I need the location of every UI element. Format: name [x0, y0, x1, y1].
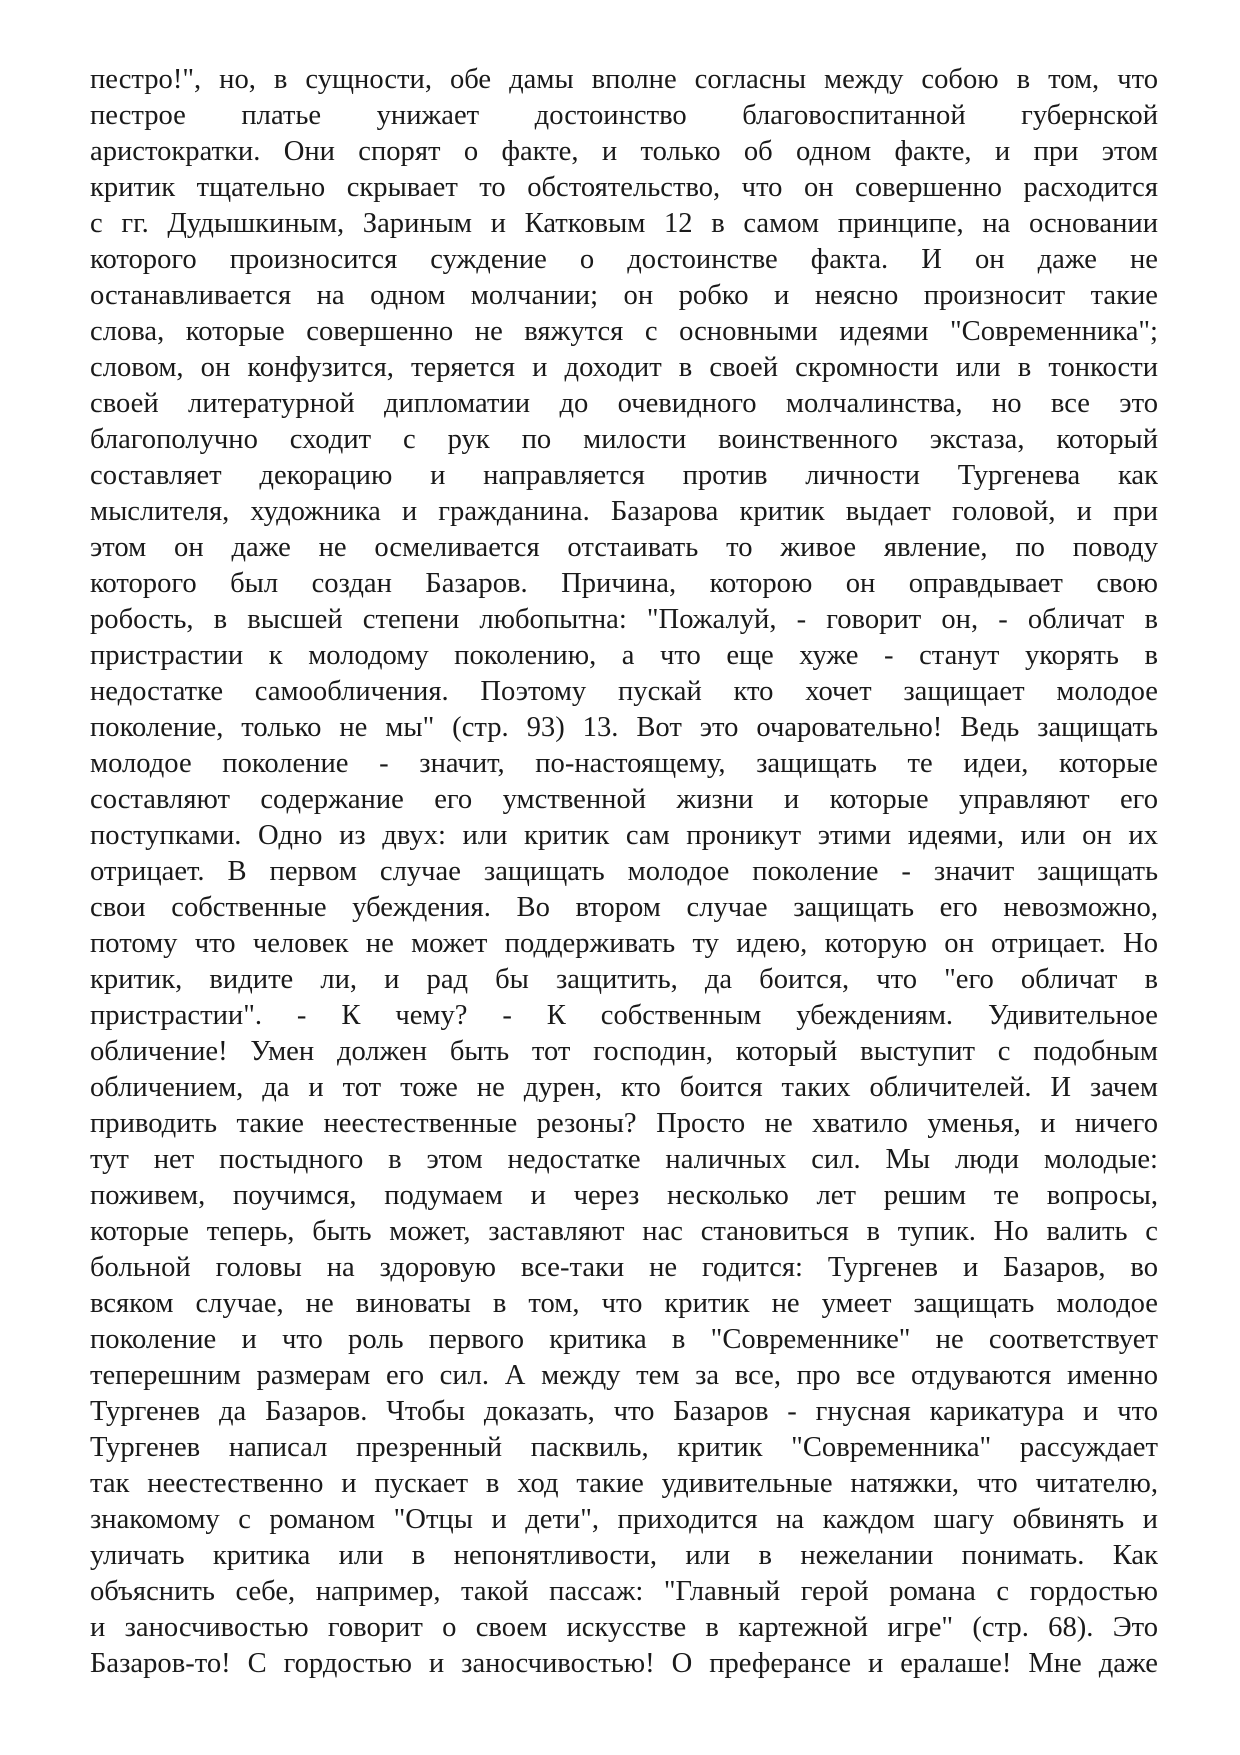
text-line: обличение! Умен должен быть тот господин, который выступит с подобным — [90, 1036, 1158, 1067]
text-line: составляют содержание его умственной жизни и которые управляют его — [90, 784, 1158, 815]
text-line: поколение и что роль первого критика в "Современнике" не соответствует — [90, 1324, 1158, 1355]
text-line: благополучно сходит с рук по милости воинственного экстаза, который — [90, 424, 1158, 455]
text-line: и заносчивостью говорит о своем искусстве в картежной игре" (стр. 68). Это — [90, 1612, 1158, 1643]
text-line: этом он даже не осмеливается отстаивать то живое явление, по поводу — [90, 532, 1158, 563]
text-line: поживем, поучимся, подумаем и через несколько лет решим те вопросы, — [90, 1180, 1158, 1211]
text-line: пристрастии". - К чему? - К собственным убеждениям. Удивительное — [90, 1000, 1158, 1031]
text-line: отрицает. В первом случае защищать молодое поколение - значит защищать — [90, 856, 1158, 887]
text-line: так неестественно и пускает в ход такие удивительные натяжки, что читателю, — [90, 1468, 1158, 1499]
text-line: останавливается на одном молчании; он робко и неясно произносит такие — [90, 280, 1158, 311]
text-line: Тургенев написал презренный пасквиль, критик "Современника" рассуждает — [90, 1432, 1158, 1463]
text-line: словом, он конфузится, теряется и доходит в своей скромности или в тонкости — [90, 352, 1158, 383]
text-line: слова, которые совершенно не вяжутся с основными идеями "Современника"; — [90, 316, 1158, 347]
text-line: поступками. Одно из двух: или критик сам проникут этими идеями, или он их — [90, 820, 1158, 851]
text-line: тут нет постыдного в этом недостатке наличных сил. Мы люди молодые: — [90, 1144, 1158, 1175]
text-line: которые теперь, быть может, заставляют нас становиться в тупик. Но валить с — [90, 1216, 1158, 1247]
text-line: молодое поколение - значит, по-настоящему, защищать те идеи, которые — [90, 748, 1158, 779]
text-line: недостатке самообличения. Поэтому пускай кто хочет защищает молодое — [90, 676, 1158, 707]
text-line: аристократки. Они спорят о факте, и только об одном факте, и при этом — [90, 136, 1158, 167]
document-page — [90, 62, 1158, 1682]
text-line: поколение, только не мы" (стр. 93) 13. Вот это очаровательно! Ведь защищать — [90, 712, 1158, 743]
text-line: своей литературной дипломатии до очевидного молчалинства, но все это — [90, 388, 1158, 419]
text-line: мыслителя, художника и гражданина. Базарова критик выдает головой, и при — [90, 496, 1158, 527]
text-line: уличать критика или в непонятливости, или в нежелании понимать. Как — [90, 1540, 1158, 1571]
text-line: объяснить себе, например, такой пассаж: "Главный герой романа с гордостью — [90, 1576, 1158, 1607]
text-line: критик, видите ли, и рад бы защитить, да боится, что "его обличат в — [90, 964, 1158, 995]
text-line: пристрастии к молодому поколению, а что еще хуже - станут укорять в — [90, 640, 1158, 671]
text-line: приводить такие неестественные резоны? Просто не хватило уменья, и ничего — [90, 1108, 1158, 1139]
text-line: которого был создан Базаров. Причина, которою он оправдывает свою — [90, 568, 1158, 599]
text-line: всяком случае, не виноваты в том, что критик не умеет защищать молодое — [90, 1288, 1158, 1319]
text-line: составляет декорацию и направляется против личности Тургенева как — [90, 460, 1158, 491]
text-line: обличением, да и тот тоже не дурен, кто боится таких обличителей. И зачем — [90, 1072, 1158, 1103]
text-line: знакомому с романом "Отцы и дети", приходится на каждом шагу обвинять и — [90, 1504, 1158, 1535]
text-line: свои собственные убеждения. Во втором случае защищать его невозможно, — [90, 892, 1158, 923]
text-line: больной головы на здоровую все-таки не годится: Тургенев и Базаров, во — [90, 1252, 1158, 1283]
text-line: критик тщательно скрывает то обстоятельство, что он совершенно расходится — [90, 172, 1158, 203]
text-line: Базаров-то! С гордостью и заносчивостью! О преферансе и ералаше! Мне даже — [90, 1648, 1158, 1679]
text-line: которого произносится суждение о достоинстве факта. И он даже не — [90, 244, 1158, 275]
text-line: теперешним размерам его сил. А между тем за все, про все отдуваются именно — [90, 1360, 1158, 1391]
text-line: пестрое платье унижает достоинство благовоспитанной губернской — [90, 100, 1158, 131]
text-line: с гг. Дудышкиным, Зариным и Катковым 12 в самом принципе, на основании — [90, 208, 1158, 239]
text-line: робость, в высшей степени любопытна: "Пожалуй, - говорит он, - обличат в — [90, 604, 1158, 635]
text-line: потому что человек не может поддерживать ту идею, которую он отрицает. Но — [90, 928, 1158, 959]
text-line: пестро!", но, в сущности, обе дамы вполне согласны между собою в том, что — [90, 64, 1158, 95]
text-line: Тургенев да Базаров. Чтобы доказать, что Базаров - гнусная карикатура и что — [90, 1396, 1158, 1427]
